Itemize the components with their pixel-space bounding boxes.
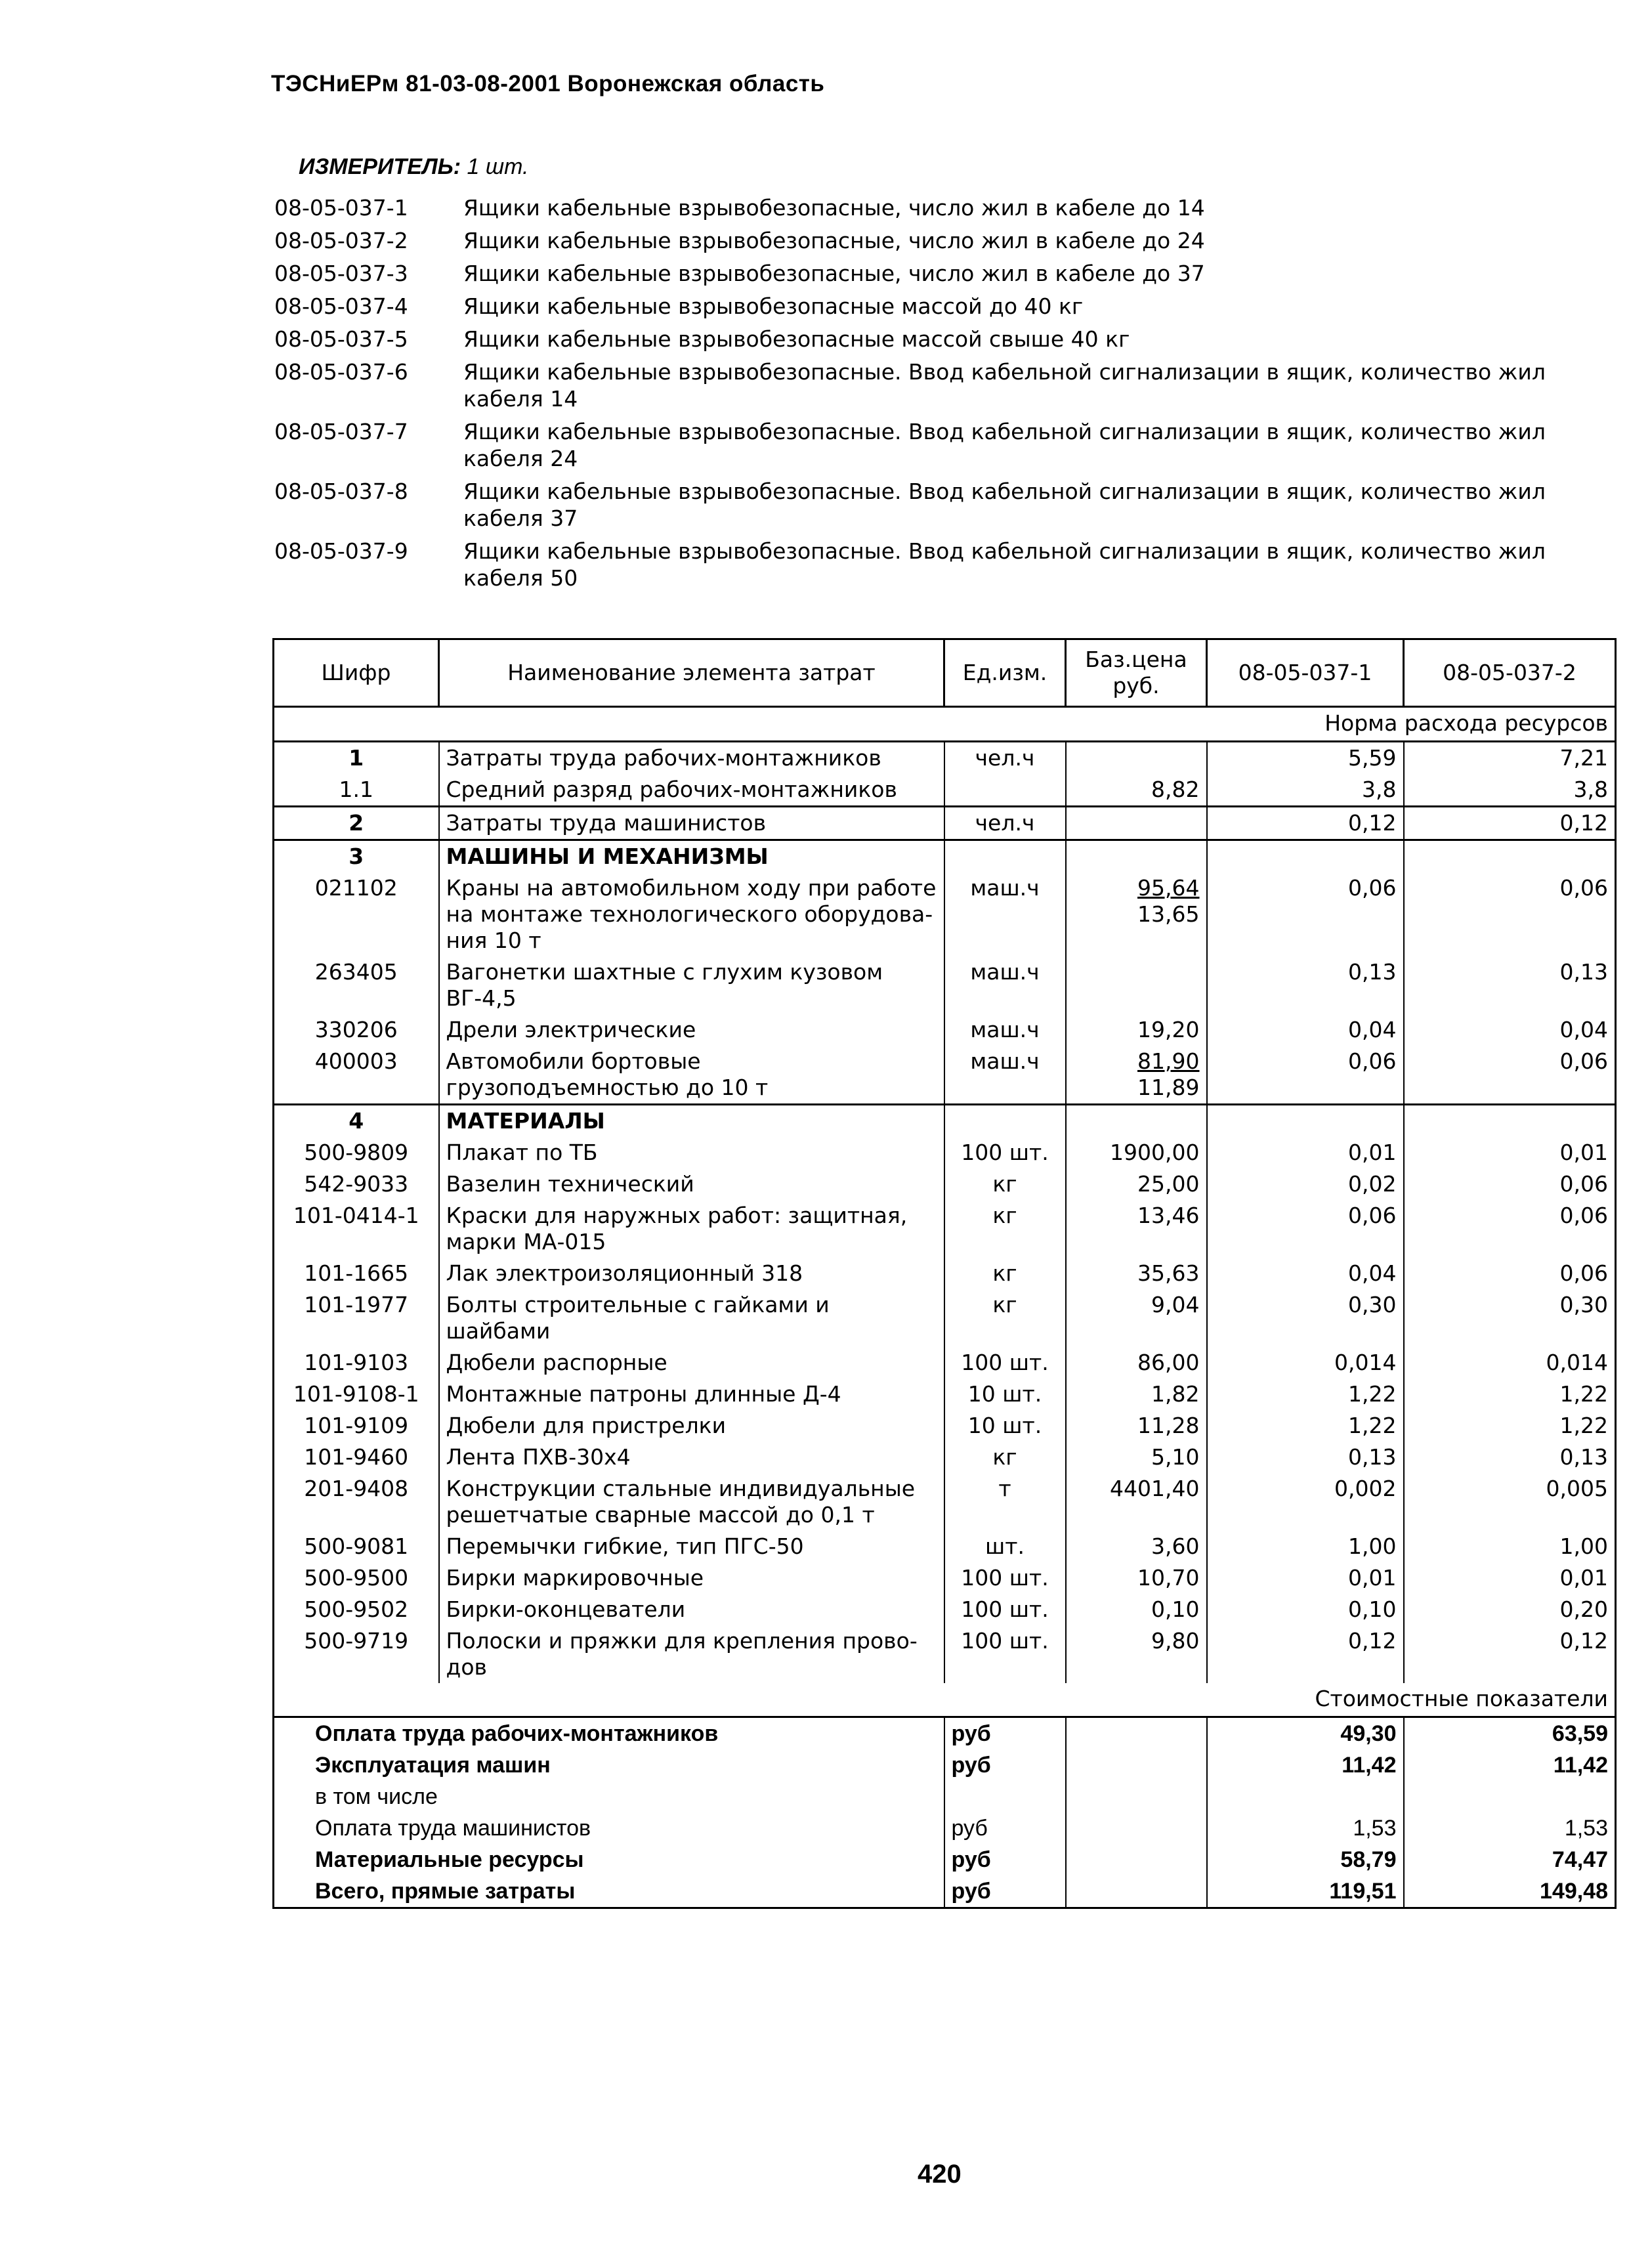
table-row [274,1200,1616,1258]
cell-price [1066,1046,1207,1105]
cell-v2: 7,21 [1404,742,1616,775]
code-list-item [274,326,1587,353]
cell-code: 3 [274,840,439,873]
table-row [274,1046,1616,1105]
summary-unit [944,1781,1066,1812]
code-list-desc: Ящики кабельные взрывобезопасные массой до 40 кг [463,293,1084,319]
summary-v1: 1,53 [1207,1812,1404,1844]
table-row [274,807,1616,840]
code-list-code: 08-05-037-9 [274,538,408,564]
cell-v1: 0,014 [1207,1347,1404,1379]
cell-v2 [1404,840,1616,873]
cell-v1: 0,01 [1207,1137,1404,1168]
cell-v1: 0,04 [1207,1014,1404,1046]
summary-unit: руб [944,1717,1066,1750]
price-line-2: 13,65 [1137,901,1200,927]
cell-v2: 0,30 [1404,1289,1616,1347]
cell-price: 3,60 [1066,1531,1207,1562]
cell-v2: 0,13 [1404,956,1616,1014]
cell-v2: 0,06 [1404,1258,1616,1289]
cell-v1: 0,12 [1207,807,1404,840]
cell-code: 101-1665 [274,1258,439,1289]
cell-price: 86,00 [1066,1347,1207,1379]
cell-price: 4401,40 [1066,1473,1207,1531]
cell-unit: чел.ч [944,807,1066,840]
cell-v2: 1,22 [1404,1410,1616,1442]
table-row [274,1168,1616,1200]
cell-code: 330206 [274,1014,439,1046]
cell-price: 0,10 [1066,1594,1207,1625]
summary-label: в том числе [274,1781,944,1812]
summary-v2: 74,47 [1404,1844,1616,1875]
cell-v2: 0,01 [1404,1137,1616,1168]
summary-unit: руб [944,1812,1066,1844]
cell-name: Лак электроизоляционный 318 [439,1258,944,1289]
code-list-desc: Ящики кабельные взрывобезопасные массой свыше 40 кг [463,326,1130,352]
cell-name: Краски для наружных работ: защитная, марки МА-015 [439,1200,944,1258]
code-list-item [274,194,1587,221]
table-row [274,1105,1616,1138]
cell-code: 101-0414-1 [274,1200,439,1258]
cell-name: Бирки-оконцеватели [439,1594,944,1625]
cell-price: 11,28 [1066,1410,1207,1442]
table-row [274,840,1616,873]
code-list-code: 08-05-037-5 [274,326,408,352]
cell-unit: шт. [944,1531,1066,1562]
summary-v2: 149,48 [1404,1875,1616,1908]
cell-name: Лента ПХВ-30х4 [439,1442,944,1473]
cell-code: 1.1 [274,774,439,807]
cell-price [1066,956,1207,1014]
table-row [274,1594,1616,1625]
norm-row [274,707,1616,742]
cell-v1: 0,12 [1207,1625,1404,1683]
cell-price: 1,82 [1066,1379,1207,1410]
summary-label: Оплата труда машинистов [274,1812,944,1844]
cell-name: Монтажные патроны длинные Д-4 [439,1379,944,1410]
col-header-code: Шифр [274,639,439,707]
cell-unit [944,840,1066,873]
measure-value: 1 шт. [467,154,529,179]
code-list-desc: Ящики кабельные взрывобезопасные, число жил в кабеле до 14 [463,195,1205,221]
cell-unit: кг [944,1442,1066,1473]
cost-label: Стоимостные показатели [274,1683,1616,1717]
table-row [274,774,1616,807]
cell-price: 10,70 [1066,1562,1207,1594]
cell-price [1066,742,1207,775]
table-row [274,1379,1616,1410]
summary-v1: 119,51 [1207,1875,1404,1908]
col-header-v2: 08-05-037-2 [1404,639,1616,707]
summary-v1 [1207,1781,1404,1812]
cell-code: 500-9081 [274,1531,439,1562]
summary-row [274,1717,1616,1750]
summary-label: Оплата труда рабочих-монтажников [274,1717,944,1750]
cell-unit: 10 шт. [944,1410,1066,1442]
cell-unit: маш.ч [944,1014,1066,1046]
summary-unit: руб [944,1844,1066,1875]
cell-code: 101-9109 [274,1410,439,1442]
cell-name: Дюбели для пристрелки [439,1410,944,1442]
summary-v2: 1,53 [1404,1812,1616,1844]
cell-code: 201-9408 [274,1473,439,1531]
table-row [274,1258,1616,1289]
cell-unit [944,1105,1066,1138]
cell-v1: 1,22 [1207,1410,1404,1442]
summary-label: Материальные ресурсы [274,1844,944,1875]
cell-v1 [1207,840,1404,873]
summary-label: Всего, прямые затраты [274,1875,944,1908]
cost-row [274,1683,1616,1717]
cell-v2: 0,014 [1404,1347,1616,1379]
cell-code: 101-1977 [274,1289,439,1347]
cell-name: Вазелин технический [439,1168,944,1200]
cell-unit: маш.ч [944,1046,1066,1105]
cell-v2: 0,13 [1404,1442,1616,1473]
cell-v2: 0,04 [1404,1014,1616,1046]
cell-v2: 0,06 [1404,1046,1616,1105]
code-list-item [274,293,1587,320]
cell-v2 [1404,1105,1616,1138]
cell-v2: 0,005 [1404,1473,1616,1531]
code-list-item [274,358,1587,412]
cell-v1: 0,13 [1207,956,1404,1014]
code-list-code: 08-05-037-3 [274,261,408,286]
summary-row [274,1844,1616,1875]
cell-code: 400003 [274,1046,439,1105]
cell-v2: 1,22 [1404,1379,1616,1410]
summary-row [274,1875,1616,1908]
cell-code: 500-9809 [274,1137,439,1168]
cell-unit: 100 шт. [944,1347,1066,1379]
cell-unit: кг [944,1258,1066,1289]
cell-v1: 0,01 [1207,1562,1404,1594]
code-list-item [274,227,1587,254]
price-line: 95,64 [1137,875,1200,901]
summary-unit: руб [944,1749,1066,1781]
col-header-price: Баз.цена руб. [1066,639,1207,707]
cell-price: 1900,00 [1066,1137,1207,1168]
table-row [274,1531,1616,1562]
cell-name: Перемычки гибкие, тип ПГС-50 [439,1531,944,1562]
cell-name: Затраты труда рабочих-монтажников [439,742,944,775]
resource-table [272,638,1617,1909]
cell-v2: 0,06 [1404,1200,1616,1258]
table-row [274,1347,1616,1379]
code-list-code: 08-05-037-2 [274,228,408,253]
summary-row [274,1781,1616,1812]
col-header-name: Наименование элемента затрат [439,639,944,707]
cell-unit: кг [944,1168,1066,1200]
cell-v2: 0,12 [1404,1625,1616,1683]
cell-v2: 0,06 [1404,1168,1616,1200]
cell-name: МАШИНЫ И МЕХАНИЗМЫ [439,840,944,873]
summary-unit: руб [944,1875,1066,1908]
cell-v1: 1,00 [1207,1531,1404,1562]
cell-v1: 0,06 [1207,872,1404,956]
cell-unit: кг [944,1289,1066,1347]
cell-unit: маш.ч [944,872,1066,956]
table-row [274,1014,1616,1046]
cell-code: 500-9500 [274,1562,439,1594]
cell-v1: 1,22 [1207,1379,1404,1410]
table-row [274,956,1616,1014]
cell-unit: 100 шт. [944,1137,1066,1168]
cell-name: Средний разряд рабочих-монтажников [439,774,944,807]
cell-price [1066,1105,1207,1138]
cell-unit: кг [944,1200,1066,1258]
cell-v1: 0,06 [1207,1200,1404,1258]
code-list-item [274,260,1587,287]
col-header-v1: 08-05-037-1 [1207,639,1404,707]
cell-name: Краны на автомобильном ходу при работе на монтаже технологического оборудова-ния 10 т [439,872,944,956]
cell-name: Автомобили бортовые грузоподъемностью до 10 т [439,1046,944,1105]
cell-unit: 100 шт. [944,1594,1066,1625]
cell-name: Вагонетки шахтные с глухим кузовом ВГ-4,5 [439,956,944,1014]
cell-code: 500-9719 [274,1625,439,1683]
table-row [274,1289,1616,1347]
summary-price [1066,1717,1207,1750]
cell-name: Конструкции стальные индивидуальные решетчатые сварные массой до 0,1 т [439,1473,944,1531]
cell-unit: 100 шт. [944,1562,1066,1594]
cell-v1: 0,04 [1207,1258,1404,1289]
code-list-desc: Ящики кабельные взрывобезопасные. Ввод кабельной сигнализации в ящик, количество жил кабеля 14 [463,359,1546,412]
price-line-2: 11,89 [1137,1075,1200,1100]
cell-name: Болты строительные с гайками и шайбами [439,1289,944,1347]
table-row [274,872,1616,956]
cell-v2: 0,01 [1404,1562,1616,1594]
cell-unit: 100 шт. [944,1625,1066,1683]
cell-name: Дюбели распорные [439,1347,944,1379]
document-title: ТЭСНиЕРм 81-03-08-2001 Воронежская область [271,71,825,96]
code-list-desc: Ящики кабельные взрывобезопасные. Ввод кабельной сигнализации в ящик, количество жил кабеля 50 [463,538,1546,591]
code-list-desc: Ящики кабельные взрывобезопасные. Ввод кабельной сигнализации в ящик, количество жил кабеля 37 [463,479,1546,531]
table-header-row [274,639,1616,707]
summary-v1: 58,79 [1207,1844,1404,1875]
table-row [274,1137,1616,1168]
col-header-unit: Ед.изм. [944,639,1066,707]
code-list-desc: Ящики кабельные взрывобезопасные, число жил в кабеле до 37 [463,261,1205,286]
cell-v1: 5,59 [1207,742,1404,775]
summary-price [1066,1875,1207,1908]
table-row [274,1562,1616,1594]
cell-v1: 0,06 [1207,1046,1404,1105]
code-list-code: 08-05-037-7 [274,419,408,444]
cell-code: 2 [274,807,439,840]
cell-v2: 0,12 [1404,807,1616,840]
cell-v2: 3,8 [1404,774,1616,807]
cell-price: 9,04 [1066,1289,1207,1347]
summary-price [1066,1812,1207,1844]
cell-name: Плакат по ТБ [439,1137,944,1168]
summary-row [274,1749,1616,1781]
summary-v2: 63,59 [1404,1717,1616,1750]
code-list-item [274,478,1587,532]
cell-v2: 0,20 [1404,1594,1616,1625]
cell-price: 25,00 [1066,1168,1207,1200]
code-list-desc: Ящики кабельные взрывобезопасные. Ввод кабельной сигнализации в ящик, количество жил кабеля 24 [463,419,1546,471]
cell-code: 101-9460 [274,1442,439,1473]
cell-price: 9,80 [1066,1625,1207,1683]
cell-code: 263405 [274,956,439,1014]
table-row [274,1410,1616,1442]
cell-code: 101-9108-1 [274,1379,439,1410]
cell-v2: 1,00 [1404,1531,1616,1562]
cell-price: 8,82 [1066,774,1207,807]
cell-code: 1 [274,742,439,775]
summary-v2: 11,42 [1404,1749,1616,1781]
cell-v1: 0,10 [1207,1594,1404,1625]
cell-name: Полоски и пряжки для крепления прово-дов [439,1625,944,1683]
cell-code: 542-9033 [274,1168,439,1200]
code-list-code: 08-05-037-1 [274,195,408,221]
measure-line [299,154,528,180]
cell-name: Дрели электрические [439,1014,944,1046]
page-number: 420 [918,2160,962,2189]
summary-label: Эксплуатация машин [274,1749,944,1781]
codes-list [274,194,1587,597]
cell-price [1066,872,1207,956]
summary-price [1066,1749,1207,1781]
measure-label: ИЗМЕРИТЕЛЬ: [299,154,461,179]
table-row [274,1473,1616,1531]
cell-price: 5,10 [1066,1442,1207,1473]
cell-v1: 0,30 [1207,1289,1404,1347]
cell-code: 500-9502 [274,1594,439,1625]
cell-price: 19,20 [1066,1014,1207,1046]
cell-unit: маш.ч [944,956,1066,1014]
summary-v2 [1404,1781,1616,1812]
cell-price [1066,840,1207,873]
cell-code: 4 [274,1105,439,1138]
cell-v2: 0,06 [1404,872,1616,956]
cell-price: 13,46 [1066,1200,1207,1258]
cell-v1: 0,002 [1207,1473,1404,1531]
cell-price: 35,63 [1066,1258,1207,1289]
cell-name: Затраты труда машинистов [439,807,944,840]
cell-code: 101-9103 [274,1347,439,1379]
table-row [274,1442,1616,1473]
summary-price [1066,1844,1207,1875]
table-row [274,1625,1616,1683]
cell-unit [944,774,1066,807]
cell-v1: 3,8 [1207,774,1404,807]
cell-name: Бирки маркировочные [439,1562,944,1594]
cell-code: 021102 [274,872,439,956]
code-list-item [274,538,1587,591]
summary-price [1066,1781,1207,1812]
cell-unit: т [944,1473,1066,1531]
code-list-code: 08-05-037-6 [274,359,408,385]
cell-name: МАТЕРИАЛЫ [439,1105,944,1138]
code-list-code: 08-05-037-4 [274,293,408,319]
summary-row [274,1812,1616,1844]
code-list-item [274,418,1587,472]
code-list-desc: Ящики кабельные взрывобезопасные, число жил в кабеле до 24 [463,228,1205,253]
norm-label: Норма расхода ресурсов [274,707,1616,742]
cell-v1 [1207,1105,1404,1138]
cell-v1: 0,02 [1207,1168,1404,1200]
cell-price [1066,807,1207,840]
summary-v1: 49,30 [1207,1717,1404,1750]
summary-v1: 11,42 [1207,1749,1404,1781]
cell-unit: 10 шт. [944,1379,1066,1410]
code-list-code: 08-05-037-8 [274,479,408,504]
table-row [274,742,1616,775]
price-line: 81,90 [1137,1048,1200,1074]
cell-v1: 0,13 [1207,1442,1404,1473]
cell-unit: чел.ч [944,742,1066,775]
